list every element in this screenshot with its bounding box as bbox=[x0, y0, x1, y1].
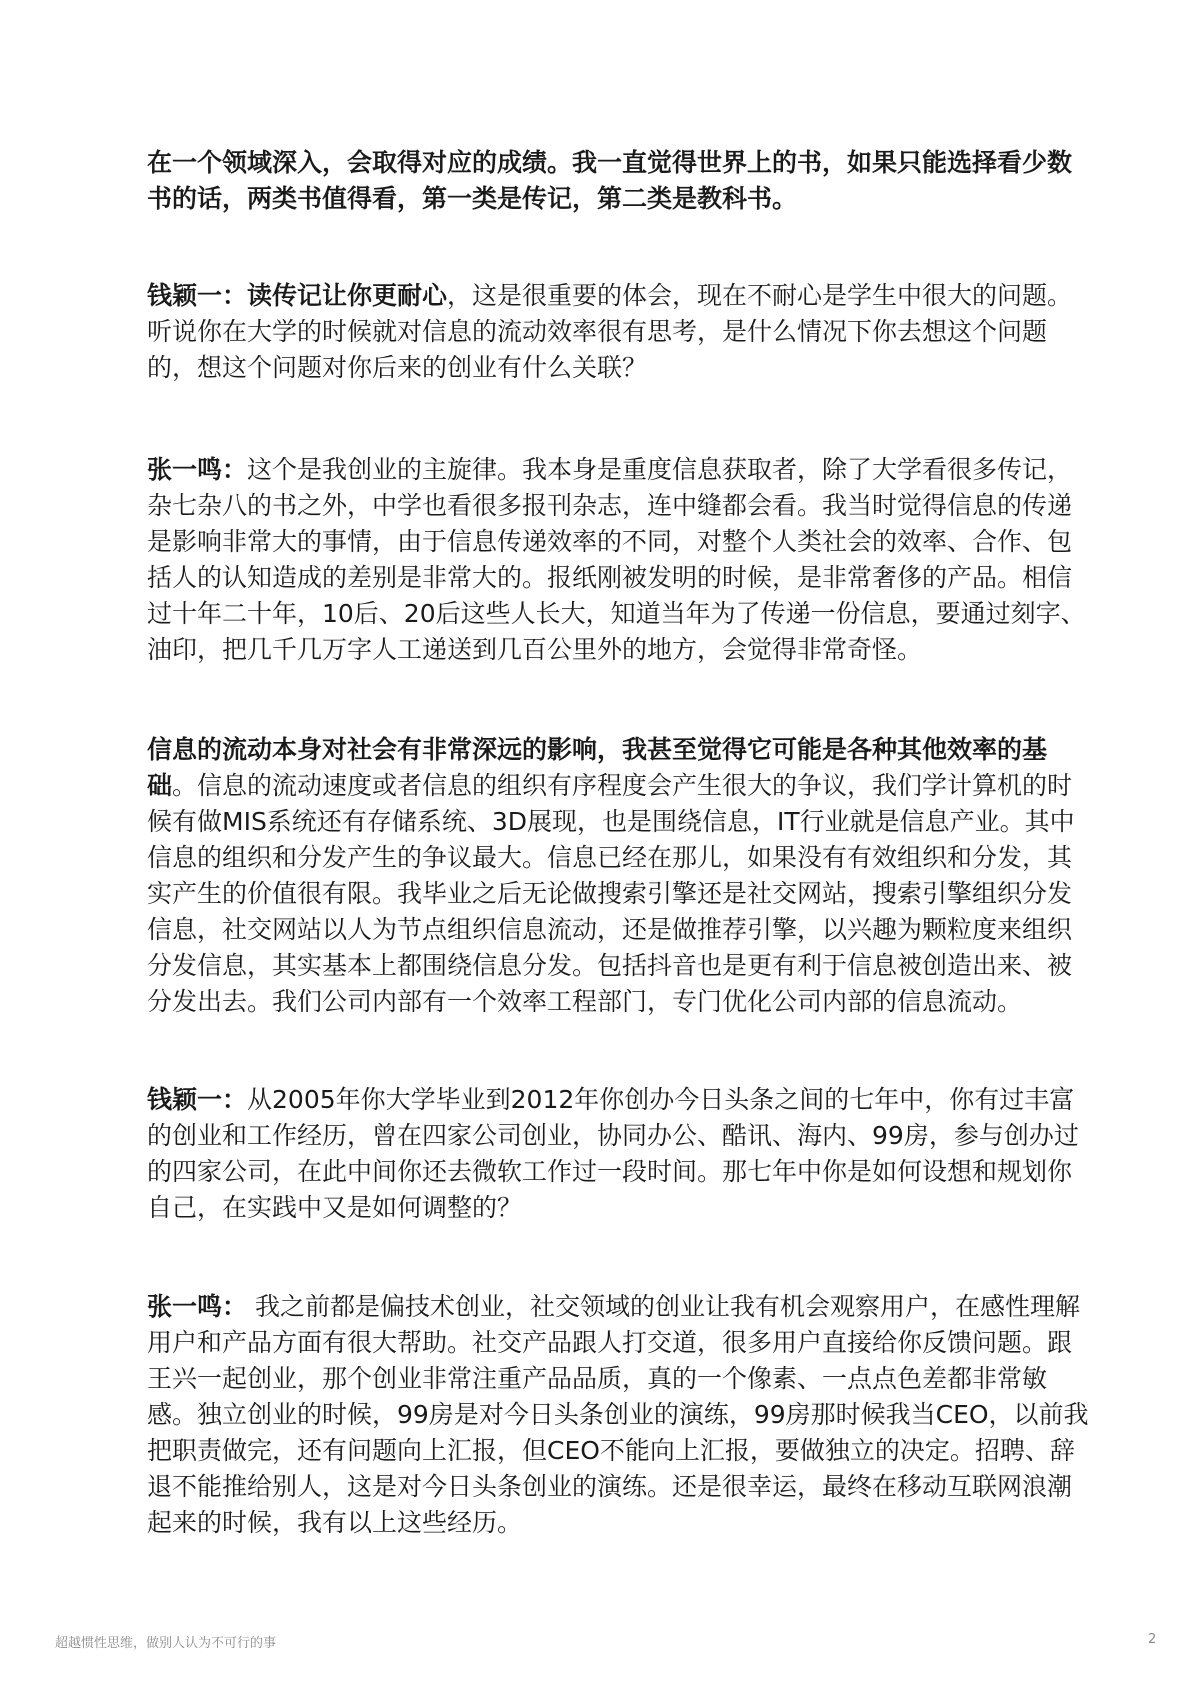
paragraph-4 bbox=[147, 732, 1107, 1020]
text-line bbox=[147, 912, 1107, 948]
bold-text: 张一鸣： bbox=[147, 455, 248, 484]
body-text: 这个是我创业的主旋律。我本身是重度信息获取者，除了大学看很多传记， bbox=[247, 455, 1073, 484]
text-line bbox=[147, 1154, 1107, 1190]
footer-title: 超越惯性思维，做别人认为不可行的事 bbox=[55, 1636, 277, 1651]
body-text: 油印，把几千几万字人工递送到几百公里外的地方，会觉得非常奇怪。 bbox=[147, 635, 923, 664]
body-text: 从2005年你大学毕业到2012年你创办今日头条之间的七年中，你有过丰富 bbox=[247, 1085, 1075, 1114]
text-line bbox=[147, 314, 1107, 350]
body-text: 我之前都是偏技术创业，社交领域的创业让我有机会观察用户，在感性理解 bbox=[247, 1292, 1080, 1321]
body-text: ，这是很重要的体会，现在不耐心是学生中很大的问题。 bbox=[447, 281, 1073, 310]
text-line bbox=[147, 1469, 1107, 1505]
text-line bbox=[147, 984, 1107, 1020]
paragraph-6 bbox=[147, 1289, 1107, 1541]
text-line bbox=[147, 524, 1107, 560]
bold-text: 钱颖一： bbox=[147, 1085, 248, 1114]
body-text: 王兴一起创业，那个创业非常注重产品品质，真的一个像素、一点点色差都非常敏 bbox=[147, 1364, 1048, 1393]
body-text: 用户和产品方面有很大帮助。社交产品跟人打交道，很多用户直接给你反馈问题。跟 bbox=[147, 1328, 1073, 1357]
text-line bbox=[147, 768, 1107, 804]
text-line bbox=[147, 948, 1107, 984]
body-text: 听说你在大学的时候就对信息的流动效率很有思考，是什么情况下你去想这个问题 bbox=[147, 317, 1048, 346]
body-text: 信息的组织和分发产生的争议最大。信息已经在那儿，如果没有有效组织和分发，其 bbox=[147, 843, 1073, 872]
body-text: 括人的认知造成的差别是非常大的。报纸刚被发明的时候，是非常奢侈的产品。相信 bbox=[147, 563, 1073, 592]
text-line bbox=[147, 278, 1107, 314]
body-text: 感。独立创业的时候，99房是对今日头条创业的演练，99房那时候我当CEO，以前我 bbox=[147, 1400, 1089, 1429]
body-text: 实产生的价值很有限。我毕业之后无论做搜索引擎还是社交网站，搜索引擎组织分发 bbox=[147, 879, 1073, 908]
text-line bbox=[147, 1118, 1107, 1154]
paragraph-2 bbox=[147, 278, 1107, 386]
text-line bbox=[147, 1325, 1107, 1361]
body-text: 信息，社交网站以人为节点组织信息流动，还是做推荐引擎，以兴趣为颗粒度来组织 bbox=[147, 915, 1073, 944]
body-text: 自己，在实践中又是如何调整的？ bbox=[147, 1193, 523, 1222]
page-number: 2 bbox=[1148, 1632, 1157, 1647]
body-text: 起来的时候，我有以上这些经历。 bbox=[147, 1508, 523, 1537]
text-line bbox=[147, 596, 1107, 632]
paragraph-3 bbox=[147, 452, 1107, 668]
text-line bbox=[147, 732, 1107, 768]
body-text: 的，想这个问题对你后来的创业有什么关联？ bbox=[147, 353, 648, 382]
text-line bbox=[147, 350, 1107, 386]
text-line bbox=[147, 452, 1107, 488]
body-text: 分发信息，其实基本上都围绕信息分发。包括抖音也是更有利于信息被创造出来、被 bbox=[147, 951, 1073, 980]
body-text: 杂七杂八的书之外，中学也看很多报刊杂志，连中缝都会看。我当时觉得信息的传递 bbox=[147, 491, 1073, 520]
text-line bbox=[147, 1190, 1107, 1226]
bold-text: 张一鸣： bbox=[147, 1292, 248, 1321]
text-line bbox=[147, 840, 1107, 876]
bold-text: 础 bbox=[147, 771, 173, 800]
text-line bbox=[147, 804, 1107, 840]
body-text: 把职责做完，还有问题向上汇报，但CEO不能向上汇报，要做独立的决定。招聘、辞 bbox=[147, 1436, 1075, 1465]
paragraph-1 bbox=[147, 145, 1107, 217]
text-line bbox=[147, 1289, 1107, 1325]
text-line bbox=[147, 560, 1107, 596]
body-text: 的创业和工作经历，曾在四家公司创业，协同办公、酷讯、海内、99房，参与创办过 bbox=[147, 1121, 1079, 1150]
text-line bbox=[147, 1505, 1107, 1541]
text-line bbox=[147, 876, 1107, 912]
text-line bbox=[147, 1361, 1107, 1397]
bold-text: 在一个领域深入，会取得对应的成绩。我一直觉得世界上的书，如果只能选择看少数 bbox=[147, 148, 1073, 177]
body-text: 过十年二十年，10后、20后这些人长大，知道当年为了传递一份信息，要通过刻字、 bbox=[147, 599, 1086, 628]
text-line bbox=[147, 1082, 1107, 1118]
text-line bbox=[147, 181, 1107, 217]
bold-text: 信息的流动本身对社会有非常深远的影响，我甚至觉得它可能是各种其他效率的基 bbox=[147, 735, 1048, 764]
body-text: 候有做MIS系统还有存储系统、3D展现，也是围绕信息，IT行业就是信息产业。其中 bbox=[147, 807, 1075, 836]
text-line bbox=[147, 488, 1107, 524]
body-text: 。信息的流动速度或者信息的组织有序程度会产生很大的争议，我们学计算机的时 bbox=[172, 771, 1073, 800]
body-text: 分发出去。我们公司内部有一个效率工程部门，专门优化公司内部的信息流动。 bbox=[147, 987, 1023, 1016]
text-line bbox=[147, 632, 1107, 668]
text-line bbox=[147, 1397, 1107, 1433]
text-line bbox=[147, 1433, 1107, 1469]
bold-text: 钱颖一：读传记让你更耐心 bbox=[147, 281, 448, 310]
paragraph-5 bbox=[147, 1082, 1107, 1226]
body-text: 退不能推给别人，这是对今日头条创业的演练。还是很幸运，最终在移动互联网浪潮 bbox=[147, 1472, 1073, 1501]
text-line bbox=[147, 145, 1107, 181]
bold-text: 书的话，两类书值得看，第一类是传记，第二类是教科书。 bbox=[147, 184, 798, 213]
body-text: 是影响非常大的事情，由于信息传递效率的不同，对整个人类社会的效率、合作、包 bbox=[147, 527, 1073, 556]
body-text: 的四家公司，在此中间你还去微软工作过一段时间。那七年中你是如何设想和规划你 bbox=[147, 1157, 1073, 1186]
